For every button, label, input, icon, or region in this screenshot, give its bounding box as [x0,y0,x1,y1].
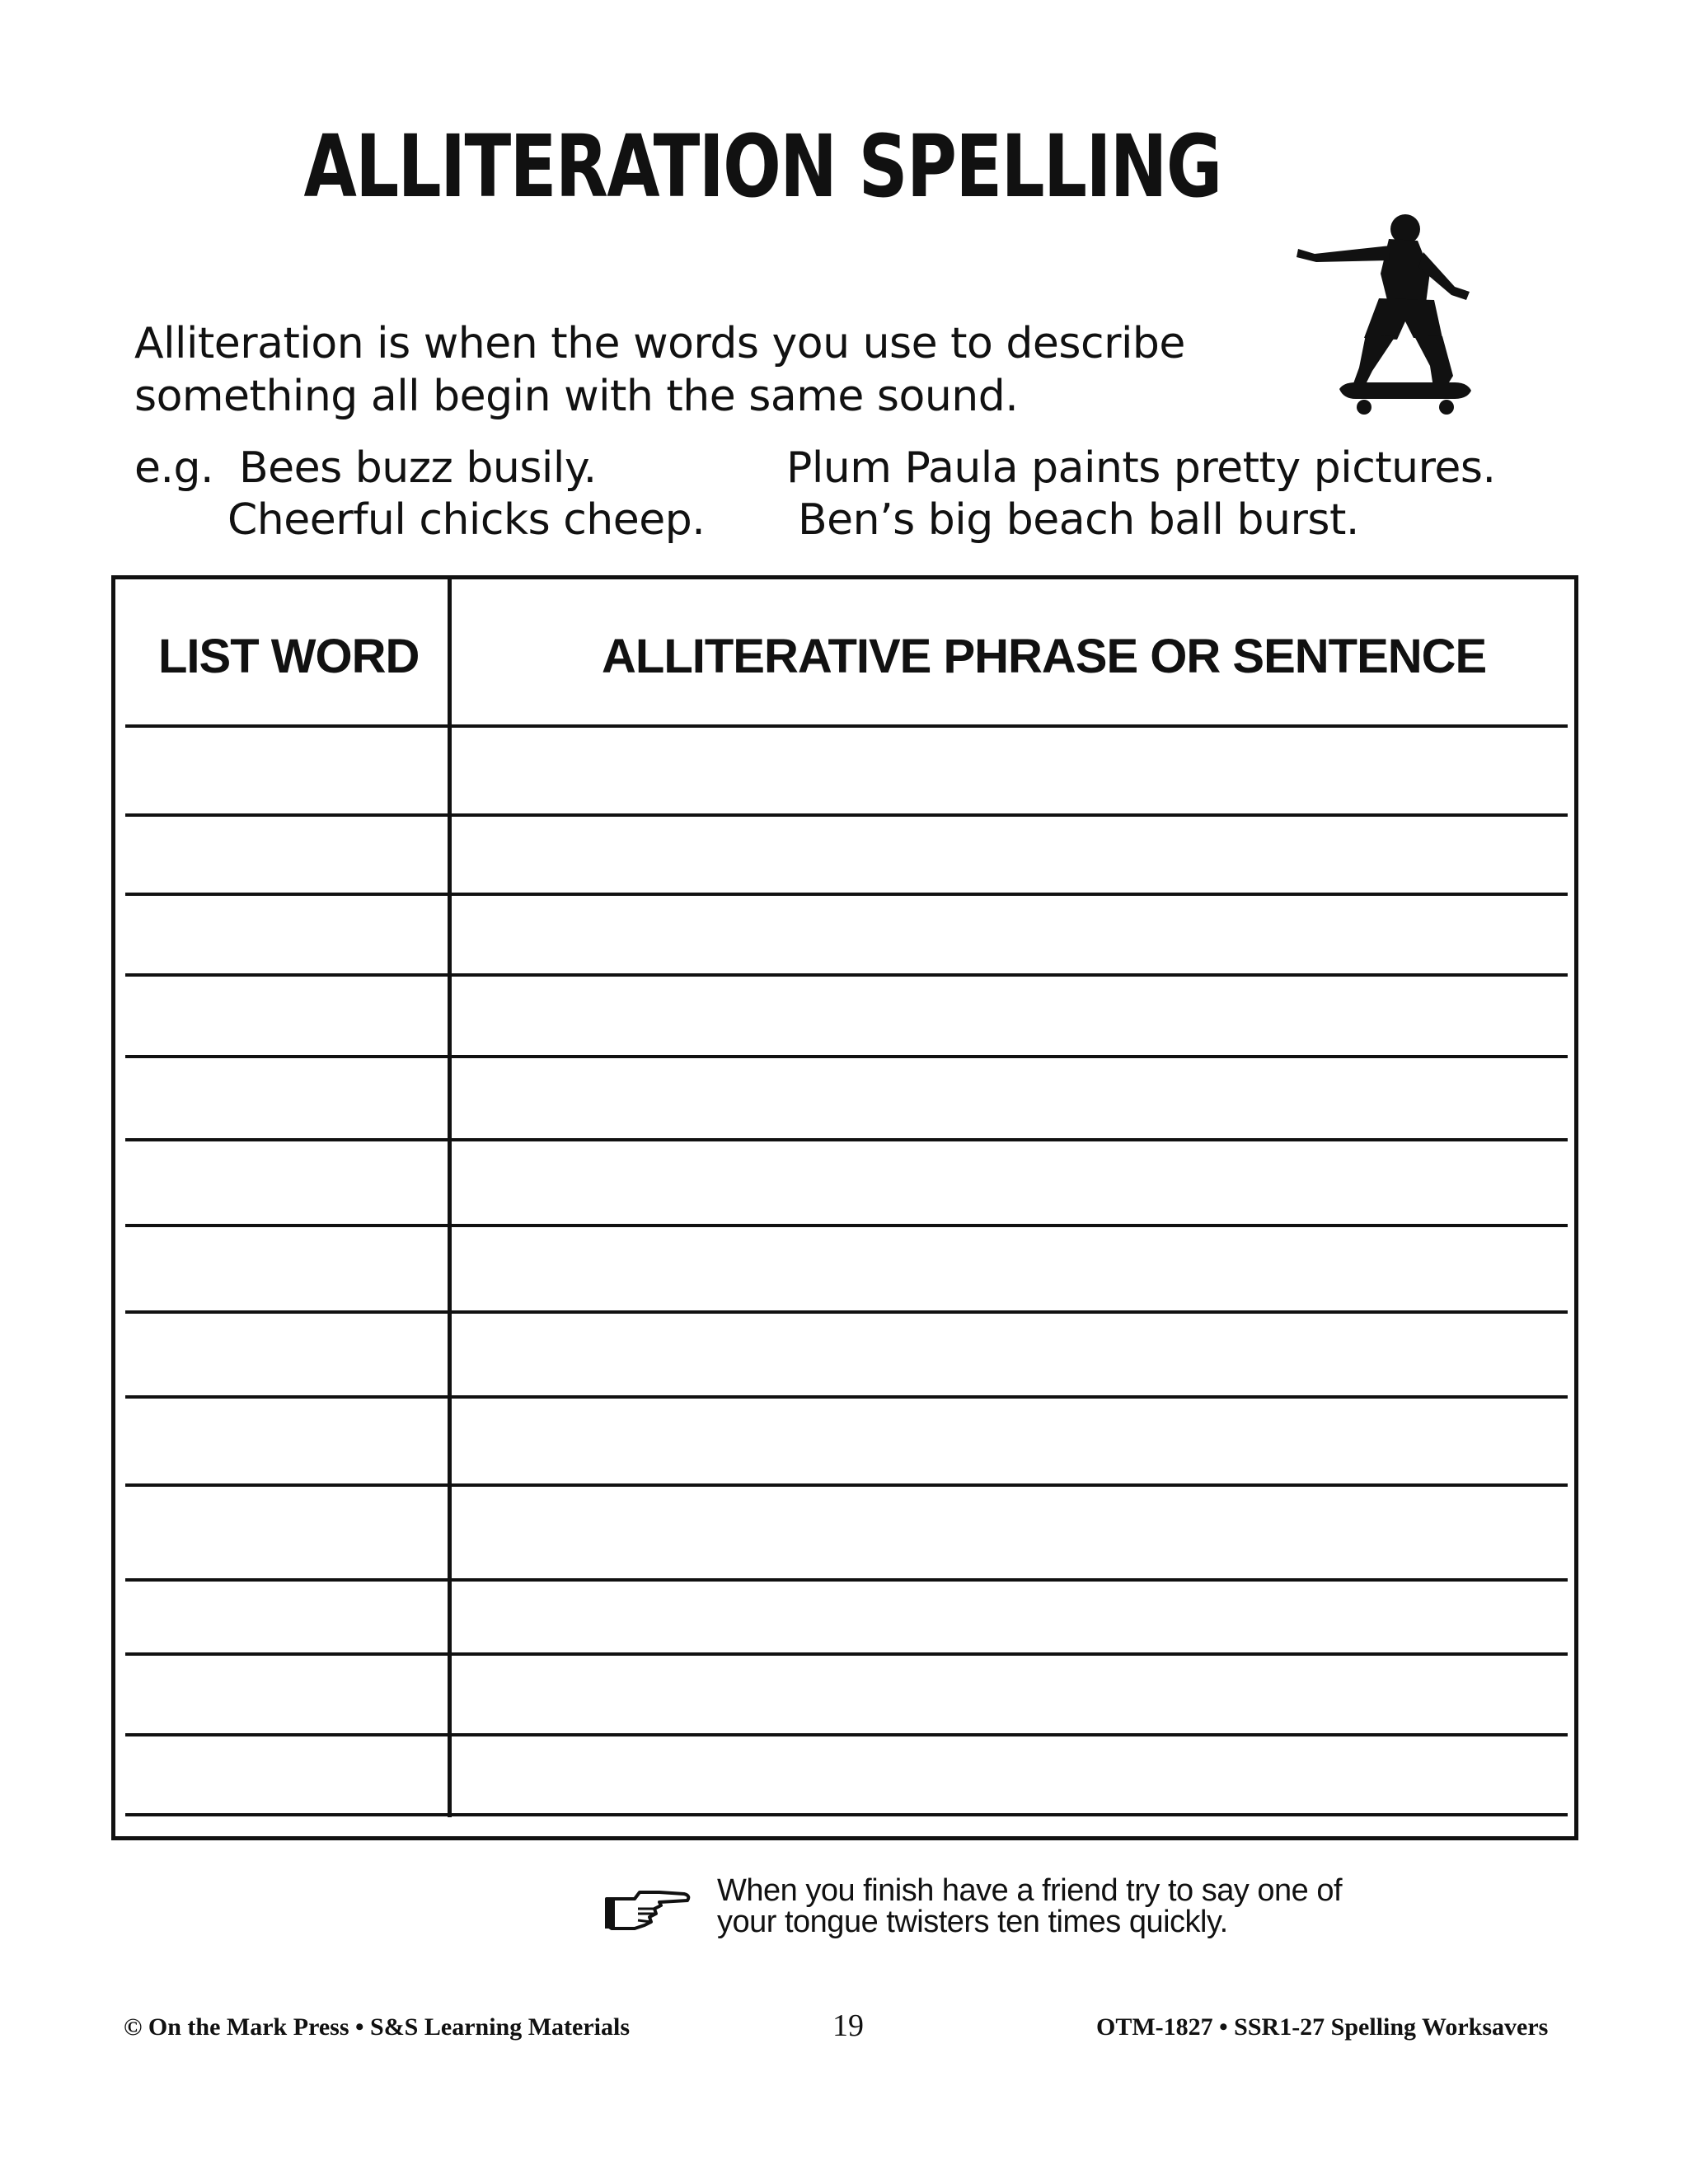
list-word-cell[interactable] [115,825,445,874]
row-divider [125,1483,1568,1487]
intro-line: something all begin with the same sound. [134,372,1019,421]
row-divider [125,973,1568,977]
row-divider [125,1578,1568,1582]
list-word-cell[interactable] [115,1150,445,1199]
list-word-cell[interactable] [115,1745,445,1794]
phrase-cell[interactable] [453,1407,1566,1456]
list-word-cell[interactable] [115,1407,445,1456]
pointing-hand-icon [602,1881,692,1934]
spelling-table [111,575,1578,1840]
list-word-cell[interactable] [115,1664,445,1713]
example-sentence: Bees buzz busily. [239,443,597,493]
phrase-cell[interactable] [453,1322,1566,1371]
row-divider [125,1224,1568,1227]
list-word-cell[interactable] [115,1235,445,1285]
phrase-cell[interactable] [453,904,1566,954]
row-divider [125,893,1568,896]
phrase-cell[interactable] [453,736,1566,785]
header-alliterative-phrase: ALLITERATIVE PHRASE OR SENTENCE [602,630,1487,683]
example-prefix: e.g. [134,443,214,493]
phrase-cell[interactable] [453,985,1566,1034]
header-list-word: LIST WORD [158,630,420,683]
phrase-cell[interactable] [453,825,1566,874]
column-divider [448,579,452,1817]
list-word-cell[interactable] [115,1066,445,1116]
phrase-cell[interactable] [453,1066,1566,1116]
tip-text [717,1875,1342,1938]
page-title: ALLITERATION SPELLING [303,116,1221,217]
row-divider [125,1310,1568,1314]
list-word-cell[interactable] [115,1495,445,1544]
tip-line: When you finish have a friend try to say one of [717,1873,1343,1908]
list-word-cell[interactable] [115,985,445,1034]
footer-series: OTM-1827 • SSR1-27 Spelling Worksavers [1096,2013,1549,2041]
example-sentence: Ben’s big beach ball burst. [798,495,1359,545]
row-divider [125,1652,1568,1656]
intro-line: Alliteration is when the words you use to describe [134,319,1185,368]
phrase-cell[interactable] [453,1590,1566,1639]
phrase-cell[interactable] [453,1664,1566,1713]
example-sentence: Cheerful chicks cheep. [227,495,706,545]
row-divider [125,813,1568,817]
row-divider [125,724,1568,728]
skateboarder-icon [1265,206,1488,429]
tip-line: your tongue twisters ten times quickly. [717,1905,1228,1939]
list-word-cell[interactable] [115,904,445,954]
list-word-cell[interactable] [115,1590,445,1639]
phrase-cell[interactable] [453,1150,1566,1199]
list-word-cell[interactable] [115,1322,445,1371]
list-word-cell[interactable] [115,736,445,785]
row-divider [125,1055,1568,1058]
row-divider [125,1813,1568,1816]
intro-text [134,317,1247,423]
row-divider [125,1733,1568,1736]
example-sentence: Plum Paula paints pretty pictures. [786,443,1496,493]
footer-copyright: © On the Mark Press • S&S Learning Materials [124,2013,630,2041]
row-divider [125,1138,1568,1141]
phrase-cell[interactable] [453,1495,1566,1544]
row-divider [125,1395,1568,1399]
phrase-cell[interactable] [453,1235,1566,1285]
phrase-cell[interactable] [453,1745,1566,1794]
page-number: 19 [832,2008,864,2043]
